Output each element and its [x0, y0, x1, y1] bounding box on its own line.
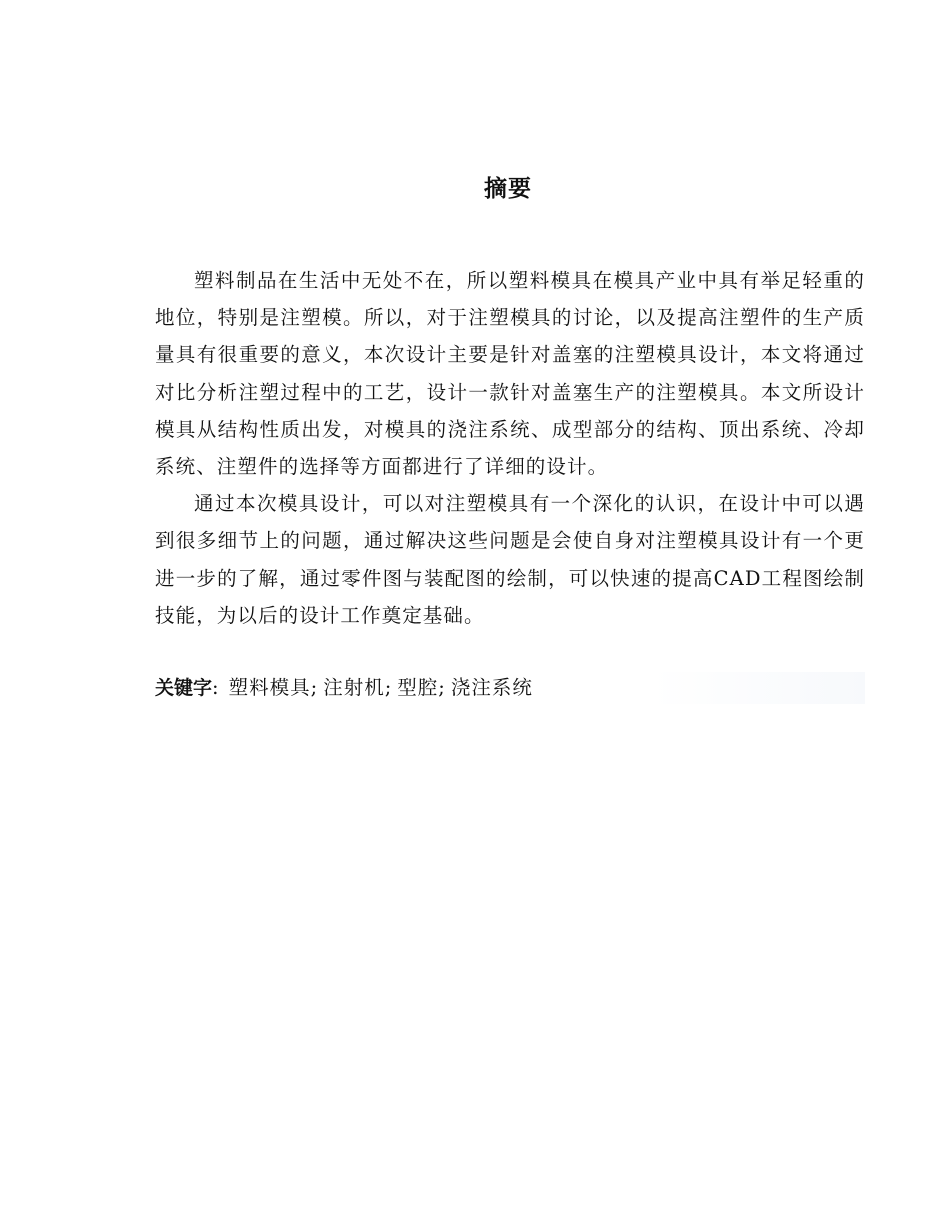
- keyword-item: 注射机: [323, 676, 385, 699]
- keywords-label: 关键字: [155, 677, 213, 699]
- keyword-item: 塑料模具: [228, 676, 311, 699]
- keywords-colon: :: [212, 676, 219, 699]
- abstract-paragraph-2: 通过本次模具设计，可以对注塑模具有一个深化的认识，在设计中可以遇到很多细节上的问题，通过解决这些问题是会使自身对注塑模具设计有一个更进一步的了解，通过零件图与装配图的绘制，可以快速的提高CAD工程图绘制技能，为以后的设计工作奠定基础。: [155, 492, 865, 627]
- abstract-body: [155, 262, 865, 634]
- keyword-item: 型腔: [397, 676, 439, 699]
- keyword-separator: ;: [310, 676, 318, 699]
- keywords-line: [155, 672, 865, 704]
- keyword-separator: ;: [384, 676, 392, 699]
- keyword-item: 浇注系统: [450, 676, 533, 699]
- keyword-separator: ;: [438, 676, 445, 699]
- abstract-title: 摘要: [484, 176, 532, 202]
- abstract-paragraph-1: 塑料制品在生活中无处不在，所以塑料模具在模具产业中具有举足轻重的地位，特别是注塑模。所以，对于注塑模具的讨论，以及提高注塑件的生产质量具有很重要的意义，本次设计主要是针对盖塞的注塑模具设计，本文将通过对比分析注塑过程中的工艺，设计一款针对盖塞生产的注塑模具。本文所设计模具从结构性质出发，对模具的浇注系统、成型部分的结构、顶出系统、冷却系统、注塑件的选择等方面都进行了详细的设计。: [155, 269, 865, 479]
